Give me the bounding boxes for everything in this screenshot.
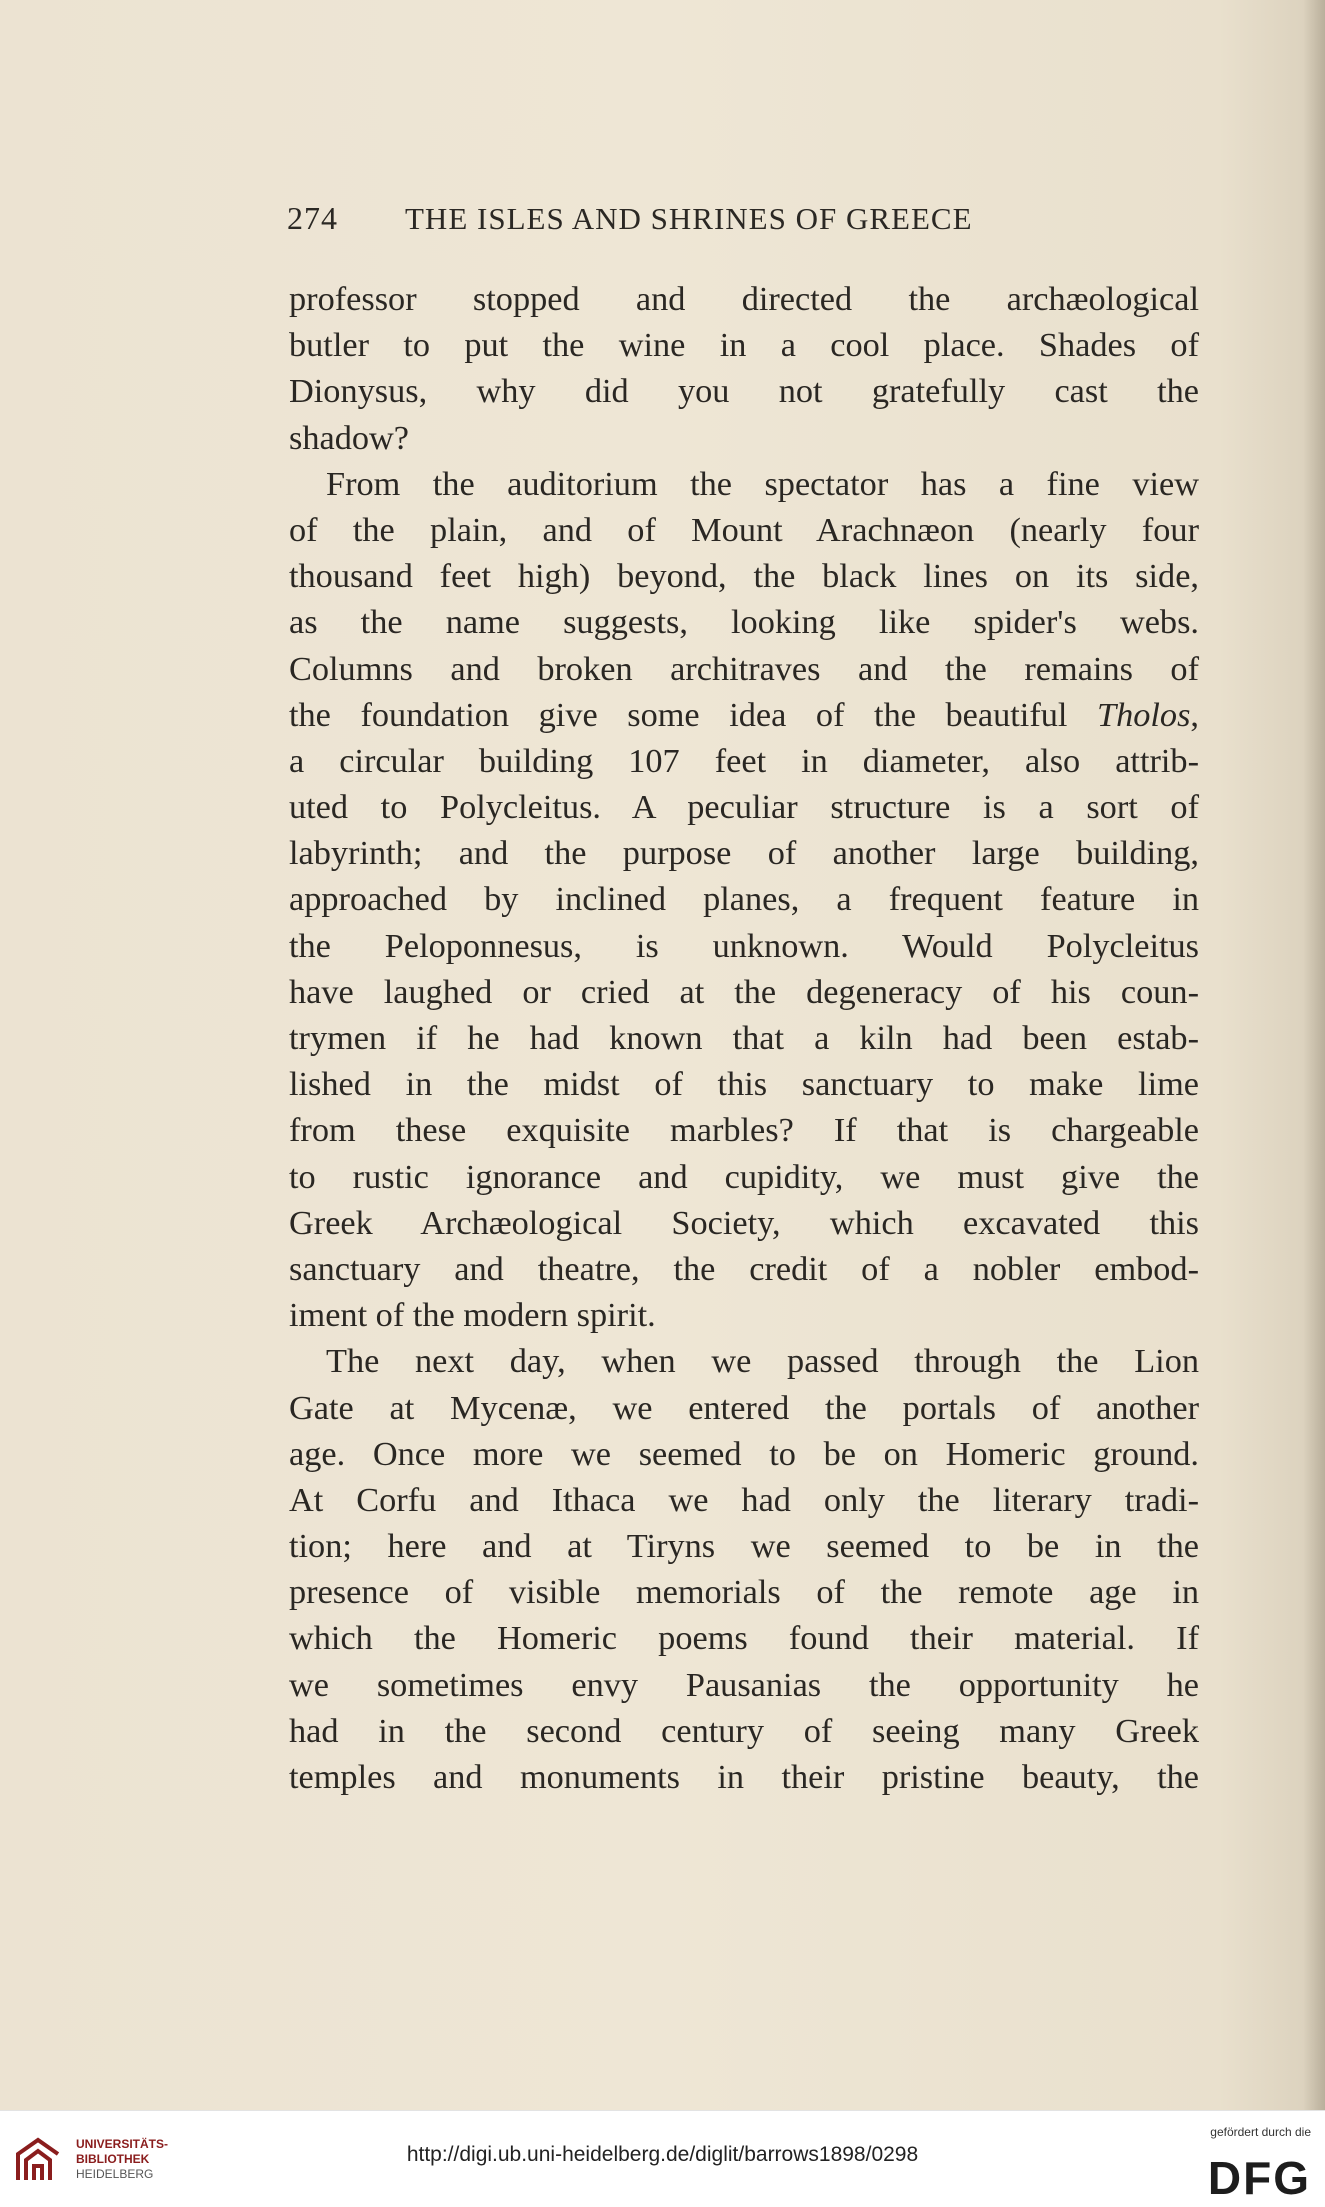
text-line: as the name suggests, looking like spider's webs. xyxy=(289,603,1199,642)
text-line: The next day, when we passed through the Lion xyxy=(326,1342,1199,1381)
punctuation: , xyxy=(1190,695,1199,734)
running-head xyxy=(287,200,1207,237)
permalink-url[interactable]: http://digi.ub.uni-heidelberg.de/diglit/barrows1898/0298 xyxy=(406,2143,919,2166)
text-line: we sometimes envy Pausanias the opportunity he xyxy=(289,1665,1199,1704)
italic-term: Tholos xyxy=(1097,695,1191,734)
text-line: butler to put the wine in a cool place. Shades of xyxy=(289,326,1199,365)
text-line: from these exquisite marbles? If that is chargeable xyxy=(289,1111,1199,1150)
text-line: trymen if he had known that a kiln had been estab- xyxy=(289,1019,1199,1057)
viewer-footer xyxy=(0,2110,1325,2207)
text-line: temples and monuments in their pristine beauty, the xyxy=(289,1758,1199,1796)
text-line: which the Homeric poems found their material. If xyxy=(289,1619,1199,1658)
text-line: tion; here and at Tiryns we seemed to be in the xyxy=(289,1527,1199,1566)
library-name-line: HEIDELBERG xyxy=(76,2167,154,2181)
text-line: uted to Polycleitus. A peculiar structure is a sort of xyxy=(289,788,1199,827)
text-line: approached by inclined planes, a frequent feature in xyxy=(289,880,1199,919)
running-head-title: THE ISLES AND SHRINES OF GREECE xyxy=(405,201,973,236)
library-name-line: UNIVERSITÄTS- xyxy=(76,2137,169,2151)
text-line: iment of the modern spirit. xyxy=(289,1296,656,1335)
text-line: presence of visible memorials of the remote age in xyxy=(289,1573,1199,1612)
body-text xyxy=(289,276,1199,1800)
text-line: thousand feet high) beyond, the black lines on its side, xyxy=(289,557,1199,596)
funding-note: gefördert durch die xyxy=(1210,2125,1311,2139)
text-line: sanctuary and theatre, the credit of a nobler embod- xyxy=(289,1249,1199,1288)
page-number: 274 xyxy=(287,200,338,236)
text-line: Columns and broken architraves and the remains of xyxy=(289,649,1199,688)
text-line: From the auditorium the spectator has a fine view xyxy=(326,464,1199,503)
text-line: Greek Archæological Society, which excavated this xyxy=(289,1203,1199,1242)
page-edge-shadow xyxy=(1303,0,1325,2110)
text-line: of the plain, and of Mount Arachnæon (nearly four xyxy=(289,510,1199,549)
text-line: professor stopped and directed the archæological xyxy=(289,280,1199,318)
text-line: a circular building 107 feet in diameter, also attrib- xyxy=(289,741,1199,780)
dfg-logo: DFG xyxy=(1207,2152,1311,2204)
text-line: age. Once more we seemed to be on Homeric ground. xyxy=(289,1434,1199,1473)
text-line: labyrinth; and the purpose of another large building, xyxy=(289,834,1199,873)
text-line: At Corfu and Ithaca we had only the literary tradi- xyxy=(289,1480,1199,1519)
text-line: shadow? xyxy=(289,418,410,457)
text-line: lished in the midst of this sanctuary to make lime xyxy=(289,1065,1199,1104)
text-line: to rustic ignorance and cupidity, we must give the xyxy=(289,1157,1199,1196)
text-line: had in the second century of seeing many Greek xyxy=(289,1711,1199,1750)
text-line: have laughed or cried at the degeneracy of his coun- xyxy=(289,972,1199,1011)
text-line-with-italic xyxy=(289,692,1199,738)
library-name-line: BIBLIOTHEK xyxy=(76,2152,150,2166)
text-line: Gate at Mycenæ, we entered the portals of another xyxy=(289,1388,1199,1427)
text-line: the Peloponnesus, is unknown. Would Polycleitus xyxy=(289,926,1199,965)
text-line: Dionysus, why did you not gratefully cast the xyxy=(289,372,1199,411)
text-segment: the foundation give some idea of the beautiful xyxy=(289,695,1068,734)
